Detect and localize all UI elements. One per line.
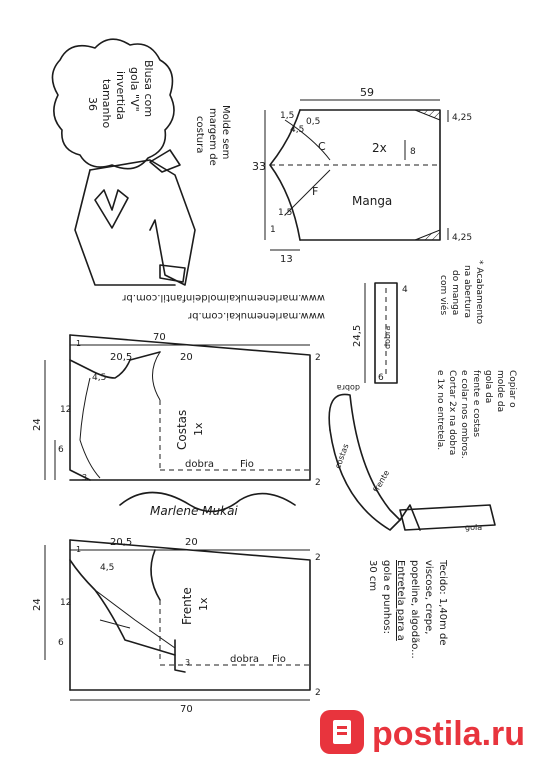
fabric-line-6: 30 cm xyxy=(367,560,378,592)
websites xyxy=(121,292,325,321)
fabric-note xyxy=(367,559,448,659)
binding-label-dobra: dobra xyxy=(383,325,392,349)
sleeve-dim-1-5: 1,5 xyxy=(278,208,293,218)
binding-note-line-4: com viés xyxy=(438,275,448,316)
front-title: Frente xyxy=(180,587,194,625)
back-dim-4-5: 4,5 xyxy=(92,373,107,383)
fabric-line-1: Tecido: 1,40m de xyxy=(437,560,448,646)
mold-note xyxy=(194,105,231,166)
fabric-line-3: popeline, algodão... xyxy=(409,560,420,659)
blouse-illustration xyxy=(75,150,195,285)
fabric-line-2: viscose, crepe, xyxy=(423,560,434,635)
front-fold: dobra xyxy=(230,654,260,665)
binding-note-line-1: * Acabamento xyxy=(474,260,484,325)
front-dim-12: 12 xyxy=(60,598,72,608)
title-line-1: Blusa com xyxy=(142,60,155,118)
back-dim-20-5: 20,5 xyxy=(110,352,133,363)
front-dim-2b: 2 xyxy=(315,688,321,698)
sleeve-label-f: F xyxy=(312,185,319,198)
sleeve-dim-4-5: 4,5 xyxy=(290,125,305,135)
binding-dim-4: 4 xyxy=(402,285,408,295)
sleeve-dim-4-25b: 4,25 xyxy=(452,233,473,243)
title-line-4: tamanho xyxy=(100,79,113,129)
sleeve-dim-0-5: 0,5 xyxy=(306,117,321,127)
mold-note-line-1: Molde sem xyxy=(220,105,231,160)
sleeve-dim-8: 8 xyxy=(410,147,416,157)
sleeve-dim-1-5b: 1,5 xyxy=(280,111,295,121)
sleeve-label-2x: 2x xyxy=(372,141,387,155)
back-dim-1: 1 xyxy=(76,339,82,348)
mold-note-line-3: costura xyxy=(194,116,205,154)
title-line-5: 36 xyxy=(86,97,99,111)
back-count: 1x xyxy=(192,422,205,436)
website-1: www.marlenemukai.com.br xyxy=(188,310,325,321)
collar-label-frente: frente xyxy=(371,468,392,494)
front-dim-70: 70 xyxy=(180,704,193,715)
back-fold: dobra xyxy=(185,459,215,470)
binding-note-line-2: na abertura xyxy=(462,265,472,318)
sleeve-dim-33: 33 xyxy=(252,160,266,173)
front-dim-4-5: 4,5 xyxy=(100,563,115,573)
front-dim-3: 3 xyxy=(185,658,191,667)
front-dim-20: 20 xyxy=(185,537,198,548)
collar-pattern xyxy=(329,370,517,532)
back-grain: Fio xyxy=(240,459,254,470)
fabric-line-4: Entretela para a xyxy=(395,560,406,641)
fabric-line-5: gola e punhos: xyxy=(381,560,392,634)
signature-text: Marlene Mukai xyxy=(150,504,238,518)
back-pattern xyxy=(32,332,321,488)
back-dim-2b: 2 xyxy=(315,478,321,488)
signature xyxy=(120,493,295,519)
sleeve-pattern xyxy=(252,86,472,265)
back-dim-20: 20 xyxy=(180,352,193,363)
back-dim-2a: 2 xyxy=(315,353,321,363)
collar-inst-7: e 1x no entretela. xyxy=(435,370,445,451)
binding-note-line-3: do manga xyxy=(450,270,460,316)
front-dim-1: 1 xyxy=(76,545,82,554)
collar-instructions xyxy=(435,370,517,459)
website-2: www.marlenemukaimoldeinfantil.com.br xyxy=(122,292,325,303)
title-line-3: invertida xyxy=(114,71,127,120)
back-dim-70: 70 xyxy=(153,332,166,343)
binding-strip xyxy=(352,260,484,383)
back-title: Costas xyxy=(175,409,189,450)
collar-inst-2: molde da xyxy=(495,370,505,413)
binding-dim-24-5: 24,5 xyxy=(352,324,363,347)
front-count: 1x xyxy=(197,597,210,611)
title-cloud xyxy=(52,39,174,169)
sleeve-dim-13: 13 xyxy=(280,254,293,265)
collar-inst-1: Copiar o xyxy=(507,370,517,408)
binding-note xyxy=(438,260,484,325)
front-dim-20-5: 20,5 xyxy=(110,537,133,548)
sleeve-label-manga: Manga xyxy=(352,194,393,208)
back-dim-3: 3 xyxy=(82,473,88,482)
postila-watermark xyxy=(320,710,525,754)
front-pattern xyxy=(32,537,321,715)
sleeve-dim-1: 1 xyxy=(270,225,276,235)
collar-inst-4: frente e costas xyxy=(471,370,481,438)
mold-note-line-2: margem de xyxy=(207,108,218,166)
sleeve-dim-59: 59 xyxy=(360,86,374,99)
collar-inst-5: e colar nos ombros. xyxy=(459,370,469,459)
front-dim-6: 6 xyxy=(58,638,64,648)
watermark-text: postila.ru xyxy=(372,715,526,753)
back-dim-6: 6 xyxy=(58,445,64,455)
front-dim-24: 24 xyxy=(32,598,43,611)
binding-dim-6: 6 xyxy=(378,373,384,383)
sleeve-label-c: C xyxy=(318,140,326,153)
front-dim-2a: 2 xyxy=(315,553,321,563)
sleeve-dim-4-25a: 4,25 xyxy=(452,113,473,123)
collar-label-dobra: dobra xyxy=(336,383,360,392)
title-line-2: gola "V" xyxy=(128,67,141,112)
back-dim-24: 24 xyxy=(32,418,43,431)
front-grain: Fio xyxy=(272,654,286,665)
collar-label-gola: gola xyxy=(465,523,483,532)
collar-label-costas: costas xyxy=(333,442,351,470)
collar-inst-6: Cortar 2x na dobra xyxy=(447,370,457,456)
back-dim-12: 12 xyxy=(60,405,72,415)
collar-inst-3: gola da xyxy=(483,370,493,404)
